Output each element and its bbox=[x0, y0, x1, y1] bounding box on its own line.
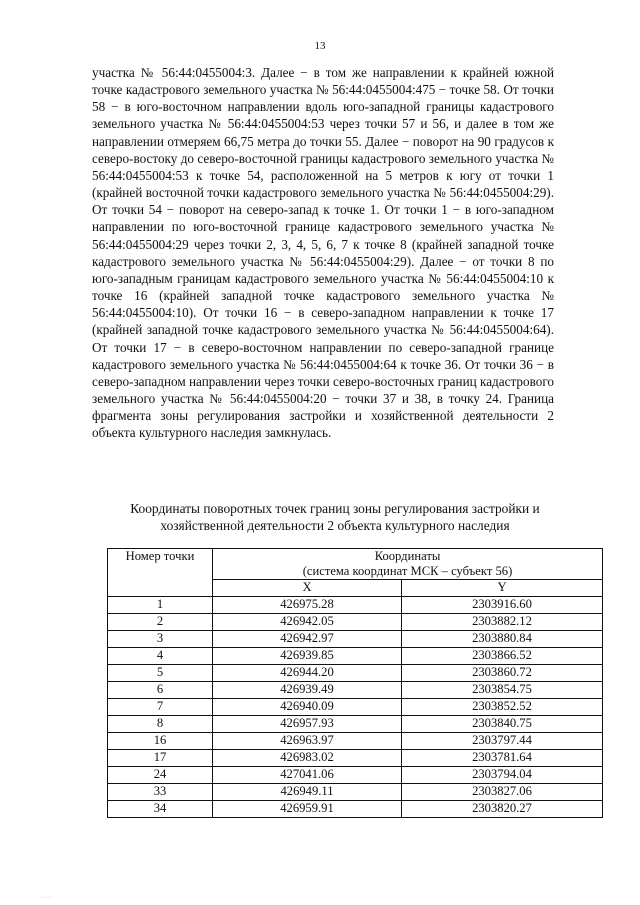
body-paragraph: участка № 56:44:0455004:3. Далее − в том же направлении к крайней южной точке кадастрового земельного участка № 56:44:0455004:475 − точке 58. От точки 58 − в юго-восточном направлении вдоль юго-западной границы кадастрового земельного участка № 56:44:0455004:53 через точки 57 и 56, и далее в том же направлении отмеряем 66,75 метра до точки 55. Далее − поворот на 90 градусов к северо-востоку до северо-восточной границы кадастрового земельного участка № 56:44:0455004:53 к точке 54, расположенной на 5 метров к югу от точки 1 (крайней восточной точки кадастрового земельного участка № 56:44:0455004:29). От точки 54 − поворот на северо-запад к точке 1. От точки 1 − в юго-западном направлении по юго-восточной границе кадастрового земельного участка № 56:44:0455004:29 через точки 2, 3, 4, 5, 6, 7 к точке 8 (крайней западной точке кадастрового земельного участка № 56:44:0455004:29). Далее − от точки 8 по юго-западным границам кадастрового земельного участка № 56:44:0455004:10 к точке 16 (крайней западной точке кадастрового земельного участка № 56:44:0455004:10). От точки 16 − в северо-западном направлении к точке 17 (крайней западной точке кадастрового земельного участка № 56:44:0455004:64). От точки 17 − в северо-восточном направлении по северо-западной границе кадастрового земельного участка № 56:44:0455004:64 к точке 36. От точки 36 − в северо-западном направлении через точки северо-восточных границ кадастрового земельного участка № 56:44:0455004:20 − точки 37 и 38, в точку 24. Граница фрагмента зоны регулирования застройки и хозяйственной деятельности 2 объекта культурного наследия замкнулась. bbox=[92, 65, 554, 441]
coordinates-table bbox=[107, 548, 603, 818]
x-coordinate-cell: 426942.05 bbox=[213, 614, 402, 631]
y-coordinate-cell: 2303854.75 bbox=[402, 682, 603, 699]
table-header-row bbox=[108, 549, 603, 580]
point-number-cell: 6 bbox=[108, 682, 213, 699]
point-number-cell: 2 bbox=[108, 614, 213, 631]
table-row bbox=[108, 665, 603, 682]
point-number-cell: 4 bbox=[108, 648, 213, 665]
y-coordinate-cell: 2303794.04 bbox=[402, 767, 603, 784]
table-row bbox=[108, 631, 603, 648]
y-coordinate-cell: 2303797.44 bbox=[402, 733, 603, 750]
table-row bbox=[108, 648, 603, 665]
table-row bbox=[108, 699, 603, 716]
x-coordinate-cell: 426959.91 bbox=[213, 801, 402, 818]
y-coordinate-cell: 2303840.75 bbox=[402, 716, 603, 733]
x-coordinate-cell: 426944.20 bbox=[213, 665, 402, 682]
x-coordinate-cell: 427041.06 bbox=[213, 767, 402, 784]
header-coordinate-system: (система координат МСК – субъект 56) bbox=[302, 564, 513, 578]
y-coordinate-cell: 2303866.52 bbox=[402, 648, 603, 665]
y-coordinate-cell: 2303880.84 bbox=[402, 631, 603, 648]
point-number-cell: 8 bbox=[108, 716, 213, 733]
x-coordinate-cell: 426957.93 bbox=[213, 716, 402, 733]
x-coordinate-cell: 426983.02 bbox=[213, 750, 402, 767]
scan-artifact: · · · · bbox=[40, 895, 53, 901]
point-number-cell: 7 bbox=[108, 699, 213, 716]
y-coordinate-cell: 2303820.27 bbox=[402, 801, 603, 818]
table-row bbox=[108, 597, 603, 614]
header-y: Y bbox=[402, 580, 603, 597]
x-coordinate-cell: 426975.28 bbox=[213, 597, 402, 614]
header-coordinates-title: Координаты bbox=[374, 549, 441, 563]
header-coordinates bbox=[213, 549, 603, 580]
y-coordinate-cell: 2303916.60 bbox=[402, 597, 603, 614]
table-caption bbox=[100, 500, 570, 534]
point-number-cell: 17 bbox=[108, 750, 213, 767]
table-row bbox=[108, 784, 603, 801]
point-number-cell: 16 bbox=[108, 733, 213, 750]
y-coordinate-cell: 2303852.52 bbox=[402, 699, 603, 716]
point-number-cell: 33 bbox=[108, 784, 213, 801]
x-coordinate-cell: 426949.11 bbox=[213, 784, 402, 801]
table-caption-line-1: Координаты поворотных точек границ зоны регулирования застройки и bbox=[130, 501, 540, 516]
table-row bbox=[108, 801, 603, 818]
x-coordinate-cell: 426939.49 bbox=[213, 682, 402, 699]
x-coordinate-cell: 426963.97 bbox=[213, 733, 402, 750]
x-coordinate-cell: 426939.85 bbox=[213, 648, 402, 665]
table-row bbox=[108, 767, 603, 784]
table-caption-line-2: хозяйственной деятельности 2 объекта культурного наследия bbox=[160, 518, 510, 533]
table-row bbox=[108, 750, 603, 767]
y-coordinate-cell: 2303781.64 bbox=[402, 750, 603, 767]
x-coordinate-cell: 426942.97 bbox=[213, 631, 402, 648]
point-number-cell: 1 bbox=[108, 597, 213, 614]
point-number-cell: 34 bbox=[108, 801, 213, 818]
point-number-cell: 24 bbox=[108, 767, 213, 784]
point-number-cell: 3 bbox=[108, 631, 213, 648]
header-point-number: Номер точки bbox=[108, 549, 213, 597]
point-number-cell: 5 bbox=[108, 665, 213, 682]
y-coordinate-cell: 2303827.06 bbox=[402, 784, 603, 801]
table-row bbox=[108, 716, 603, 733]
table-row bbox=[108, 614, 603, 631]
header-x: X bbox=[213, 580, 402, 597]
table-body bbox=[108, 597, 603, 818]
y-coordinate-cell: 2303882.12 bbox=[402, 614, 603, 631]
page-number: 13 bbox=[314, 40, 326, 52]
x-coordinate-cell: 426940.09 bbox=[213, 699, 402, 716]
table-row bbox=[108, 733, 603, 750]
y-coordinate-cell: 2303860.72 bbox=[402, 665, 603, 682]
table-row bbox=[108, 682, 603, 699]
